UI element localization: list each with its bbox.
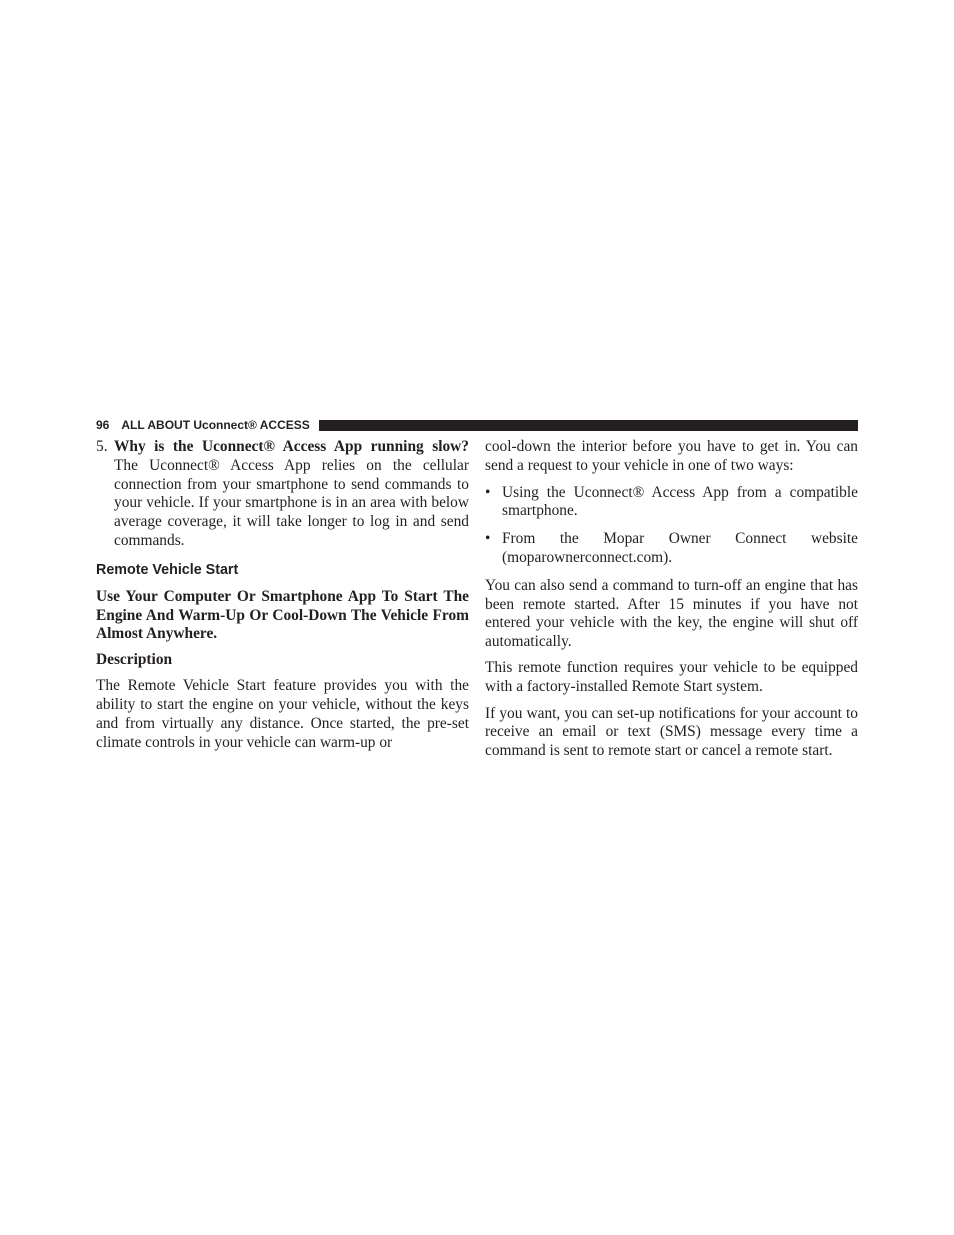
faq-item: [96, 438, 469, 551]
faq-number: 5.: [96, 438, 108, 455]
section-heading: Remote Vehicle Start: [96, 561, 239, 578]
bold-intro: Use Your Computer Or Smartphone App To Start The Engine And Warm-Up Or Cool-Down The Vehicle From Almost Anywhere.: [96, 587, 469, 643]
request-methods-list: [485, 484, 858, 568]
requirement-paragraph: This remote function requires your vehicle to be equipped with a factory-installed Remote Start system.: [485, 659, 858, 696]
turnoff-paragraph: You can also send a command to turn-off an engine that has been remote started. After 15 minutes if you have not entered your vehicle with the key, the engine will shut off automatically.: [485, 576, 858, 651]
bullet-text-line: Using the Uconnect® Access App from a compatible: [502, 483, 858, 501]
faq-answer: The Uconnect® Access App relies on the cellular connection from your smartphone to send commands to your vehicle. If your smartphone is in an area with below average coverage, it will take longer to log in and send commands.: [114, 456, 469, 549]
right-column: [485, 438, 858, 768]
header-rule: [319, 420, 858, 431]
bullet-icon: •: [485, 530, 491, 548]
bullet-text-rest: smartphone.: [502, 502, 578, 520]
description-paragraph: The Remote Vehicle Start feature provides you with the ability to start the engine on your vehicle, without the keys and from virtually any distance. Once started, the pre-set climate controls in your vehicle can warm-up or: [96, 677, 469, 751]
page-number: 96: [96, 418, 110, 432]
left-column: [96, 438, 469, 760]
section-title: ALL ABOUT Uconnect® ACCESS: [121, 418, 310, 432]
description-heading: Description: [96, 651, 173, 669]
faq-body: [114, 438, 469, 551]
bullet-text-rest: (moparownerconnect.com).: [502, 548, 673, 566]
bullet-icon: •: [485, 483, 491, 501]
bullet-text-line: From the Mopar Owner Connect website: [502, 530, 858, 548]
list-item: [485, 484, 858, 522]
faq-question: Why is the Uconnect® Access App running slow?: [114, 438, 469, 455]
list-item: [485, 530, 858, 568]
notifications-paragraph: If you want, you can set-up notifications for your account to receive an email or text (SMS) message every time a command is sent to remote start or cancel a remote start.: [485, 704, 858, 760]
continuation-paragraph: cool-down the interior before you have to get in. You can send a request to your vehicle in one of two ways:: [485, 438, 858, 474]
page-header: [96, 417, 858, 433]
